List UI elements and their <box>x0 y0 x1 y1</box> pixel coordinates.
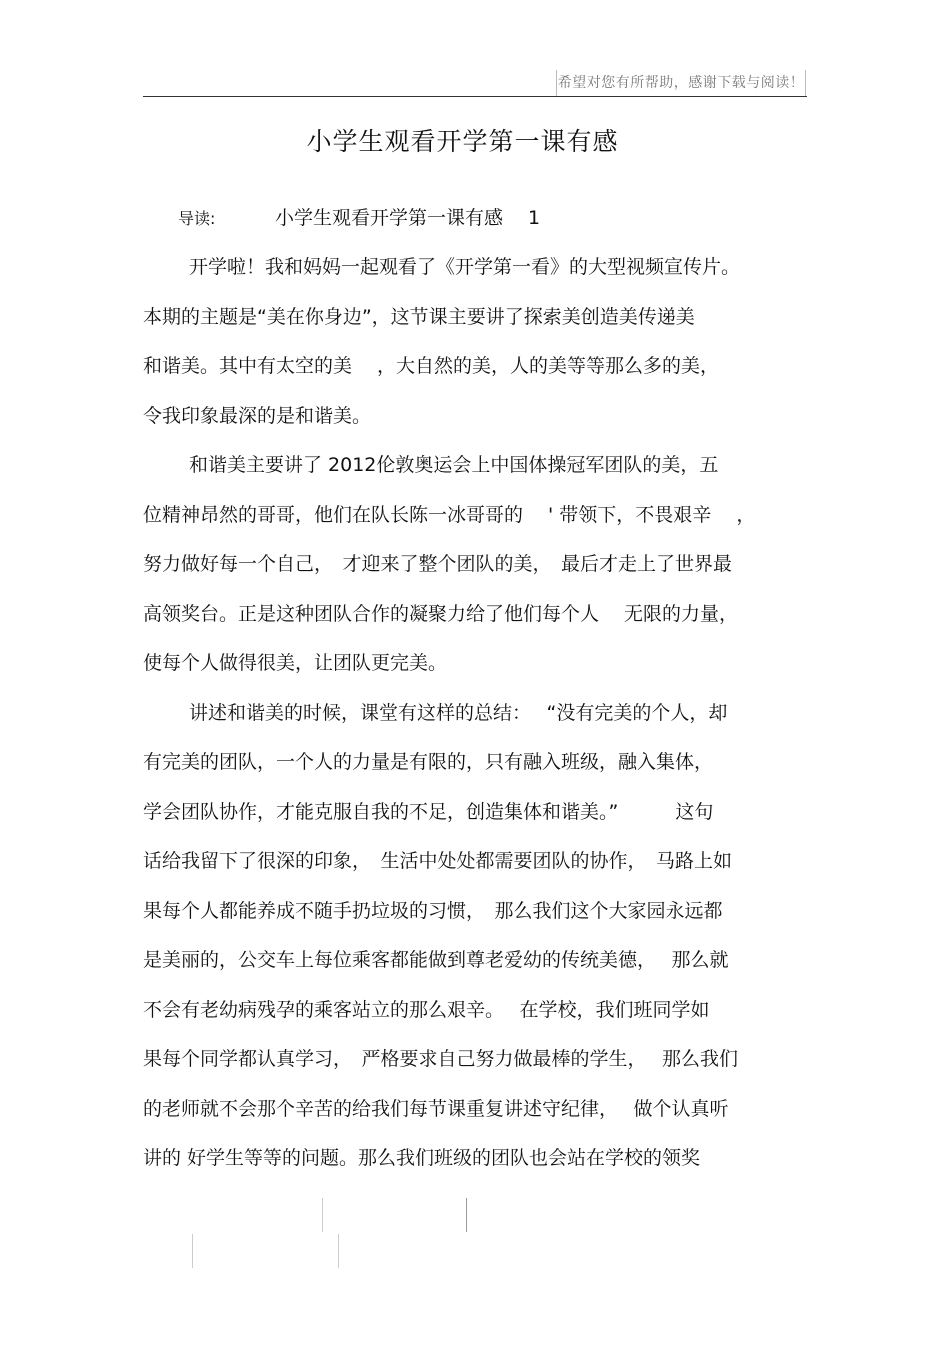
scan-artifact-line <box>466 1198 467 1232</box>
body-line: 果每个同学都认真学习， 严格要求自己努力做最棒的学生， 那么我们 <box>143 1048 739 1070</box>
body-line: 是美丽的，公交车上每位乘客都能做到尊老爱幼的传统美德， 那么就 <box>143 949 729 971</box>
body-line: 讲述和谐美的时候，课堂有这样的总结： “没有完美的个人，却 <box>189 701 728 724</box>
body-line: 话给我留下了很深的印象， 生活中处处都需要团队的协作， 马路上如 <box>143 850 733 872</box>
lead-label: 导读: <box>178 209 216 228</box>
body-line: 本期的主题是“美在你身边”，这节课主要讲了探索美创造美传递美 <box>143 305 695 328</box>
header-rule <box>143 96 807 97</box>
body-line: 和谐美。其中有太空的美 ，大自然的美，人的美等等那么多的美， <box>143 355 720 377</box>
body-line: 努力做好每一个自己， 才迎来了整个团队的美， 最后才走上了世界最 <box>143 553 733 575</box>
body-line: 使每个人做得很美，让团队更完美。 <box>143 652 448 674</box>
body-line: 开学啦！我和妈妈一起观看了《开学第一看》的大型视频宣传片。 <box>189 256 741 278</box>
body-line: 讲的 好学生等等的问题。那么我们班级的团队也会站在学校的领奖 <box>143 1147 701 1169</box>
body-line: 位精神昂然的哥哥，他们在队长陈一冰哥哥的 ' 带领下，不畏艰辛 ， <box>143 503 756 526</box>
body-line: 果每个人都能养成不随手扔垃圾的习惯， 那么我们这个大家园永远都 <box>143 899 723 922</box>
body-line: 令我印象最深的是和谐美。 <box>143 404 372 427</box>
document-body <box>143 243 807 1184</box>
body-line: 的老师就不会那个辛苦的给我们每节课重复讲述守纪律， 做个认真听 <box>143 1097 729 1120</box>
body-line: 和谐美主要讲了 2012伦敦奥运会上中国体操冠军团队的美，五 <box>189 454 719 476</box>
body-line: 高领奖台。正是这种团队合作的凝聚力给了他们每个人 无限的力量， <box>143 602 739 625</box>
body-line: 不会有老幼病残孕的乘客站立的那么艰辛。 在学校，我们班同学如 <box>143 998 710 1021</box>
body-line: 学会团队协作，才能克服自我的不足，创造集体和谐美。” 这句 <box>143 800 714 823</box>
scan-artifact-line <box>338 1234 339 1268</box>
scan-artifact-line <box>322 1198 323 1232</box>
document-title: 小学生观看开学第一课有感 <box>306 127 619 156</box>
lead-text: 小学生观看开学第一课有感 1 <box>275 207 541 229</box>
header-note: 希望对您有所帮助，感谢下载与阅读！ <box>556 70 806 96</box>
scan-artifact-line <box>192 1234 193 1268</box>
body-line: 有完美的团队，一个人的力量是有限的，只有融入班级，融入集体， <box>143 751 714 773</box>
